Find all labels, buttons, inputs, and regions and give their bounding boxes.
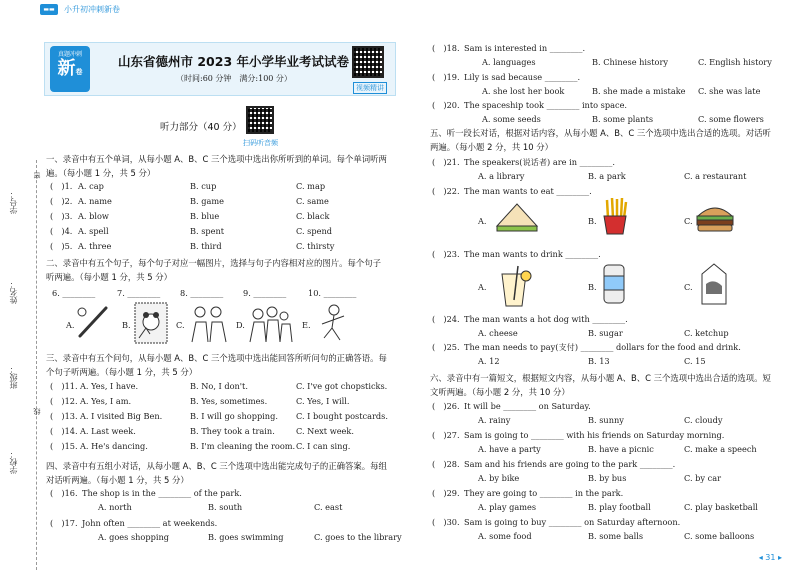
option-a: A. cap	[78, 181, 104, 191]
blank-9[interactable]: 9. ________	[243, 288, 287, 298]
option-a: A. play games	[478, 502, 537, 512]
option-a: A. cheese	[478, 328, 518, 338]
family-photo-image	[246, 302, 294, 344]
option-b: B. blue	[190, 211, 220, 221]
option-b: B.	[588, 216, 597, 226]
option-b: B. They took a train.	[190, 426, 275, 436]
question-number[interactable]: ( )26.	[432, 401, 460, 411]
option-c: C. I can sing.	[296, 441, 351, 451]
option-a: A. Yes, I have.	[80, 381, 139, 391]
option-c: C. Yes, I will.	[296, 396, 350, 406]
seal-mark-2: 线	[33, 408, 41, 415]
option-a: A. north	[98, 502, 132, 512]
option-a: A. three	[78, 241, 112, 251]
option-a: A. some food	[478, 531, 532, 541]
section-4-instruction: 四、录音中有五组小对话，从每小题 A、B、C 三个选项中选出能完成句子的正确答案。每组	[46, 461, 387, 471]
option-a: A. goes shopping	[98, 532, 169, 542]
option-b: B. some plants	[592, 114, 654, 124]
question-number[interactable]: ( )2.	[50, 196, 73, 206]
pic-label-b: B.	[122, 320, 131, 330]
top-bar	[0, 0, 800, 22]
option-b: B. cup	[190, 181, 217, 191]
question-number[interactable]: ( )27.	[432, 430, 460, 440]
option-b: B. sunny	[588, 415, 624, 425]
option-b: B. Chinese history	[592, 57, 668, 67]
option-c: C. Next week.	[296, 426, 354, 436]
french-fries-image	[598, 196, 632, 236]
option-c: C. thirsty	[296, 241, 335, 251]
boy-running-image	[312, 302, 352, 344]
option-a: A.	[478, 216, 487, 226]
sandwich-image	[494, 200, 540, 234]
option-c: C. some flowers	[698, 114, 764, 124]
section-5-instruction: 五、听一段长对话，根据对话内容，从每小题 A、B、C 三个选项中选出合适的选项。对话听	[430, 128, 771, 138]
option-c: C. ketchup	[684, 328, 729, 338]
option-b: B. 13	[588, 356, 610, 366]
option-b: B. I will go shopping.	[190, 411, 278, 421]
question-stem: The man wants a hot dog with ________.	[464, 314, 628, 324]
section-1-instruction: 一、录音中有五个单词，从每小题 A、B、C 三个选项中选出你所听到的单词。每个单词听两	[46, 154, 387, 164]
option-c: C. she was late	[698, 86, 761, 96]
option-c: C.	[684, 216, 693, 226]
question-stem: Lily is sad because ________.	[464, 72, 581, 82]
option-c: C. by car	[684, 473, 722, 483]
option-c: C. cloudy	[684, 415, 723, 425]
question-number[interactable]: ( )12.	[50, 396, 78, 406]
option-b: B. spent	[190, 226, 225, 236]
gutter-student-id: 学号：	[9, 190, 18, 214]
question-stem: Sam is interested in ________.	[464, 43, 586, 53]
section-3-instruction-2: 个句子听两遍。（每小题 1 分，共 5 分）	[46, 367, 198, 377]
section-4-instruction-2: 对话听两遍。（每小题 1 分，共 5 分）	[46, 475, 189, 485]
hamburger-image	[694, 200, 736, 234]
pic-label-d: D.	[236, 320, 245, 330]
option-c: C. I've got chopsticks.	[296, 381, 388, 391]
option-b: B. play football	[588, 502, 651, 512]
option-b: B. have a picnic	[588, 444, 654, 454]
question-stem: They are going to ________ in the park.	[464, 488, 624, 498]
question-stem: The speakers(说话者) are in ________.	[464, 157, 615, 167]
question-number[interactable]: ( )11.	[50, 381, 78, 391]
section-1-instruction-2: 遍。（每小题 1 分，共 5 分）	[46, 168, 156, 178]
option-a: A. blow	[78, 211, 109, 221]
option-c: C.	[684, 282, 693, 292]
option-b: B. No, I don't.	[190, 381, 248, 391]
qr-caption-audio: 扫码听音频	[243, 139, 278, 147]
question-stem: The spaceship took ________ into space.	[464, 100, 628, 110]
option-b: B. sugar	[588, 328, 623, 338]
option-a: A. spell	[78, 226, 109, 236]
question-stem: It will be ________ on Saturday.	[464, 401, 591, 411]
pic-label-a: A.	[66, 320, 75, 330]
blank-7[interactable]: 7. ________	[117, 288, 161, 298]
section-6-instruction: 六、录音中有一篇短文，根据短文内容，从每小题 A、B、C 三个选项中选出合适的选项。短	[430, 373, 771, 383]
question-number[interactable]: ( )17.	[50, 518, 78, 528]
option-a: A. have a party	[478, 444, 541, 454]
binding-line	[36, 160, 37, 570]
option-a: A.	[478, 282, 487, 292]
question-stem: The man needs to pay(支付) ________ dollars for the food and drink.	[464, 342, 741, 352]
option-a: A. she lost her book	[482, 86, 565, 96]
option-b: B. game	[190, 196, 224, 206]
option-b: B. by bus	[588, 473, 627, 483]
qr-caption-video: 视频精讲	[353, 82, 387, 94]
option-c: C. some balloons	[684, 531, 755, 541]
seal-mark-1: 密	[33, 172, 41, 179]
question-number[interactable]: ( )19.	[432, 72, 460, 82]
gutter-class: 班级：	[9, 365, 18, 389]
question-number[interactable]: ( )16.	[50, 488, 78, 498]
section-2-instruction-2: 听两遍。（每小题 1 分，共 5 分）	[46, 272, 172, 282]
blank-6[interactable]: 6. ________	[52, 288, 96, 298]
question-number[interactable]: ( )23.	[432, 249, 460, 259]
option-a: A. 12	[478, 356, 500, 366]
option-c: C. goes to the library	[314, 532, 402, 542]
option-b: B. she made a mistake	[592, 86, 686, 96]
gutter-school: 学校：	[9, 450, 18, 474]
option-b: B. Yes, sometimes.	[190, 396, 268, 406]
option-c: C. play basketball	[684, 502, 758, 512]
blank-10[interactable]: 10. ________	[308, 288, 357, 298]
pic-label-c: C.	[176, 320, 185, 330]
option-c: C. east	[314, 502, 343, 512]
option-c: C. I bought postcards.	[296, 411, 388, 421]
option-b: B.	[588, 282, 597, 292]
series-title: 小升初冲刺新卷	[64, 5, 120, 14]
option-a: A. by bike	[478, 473, 520, 483]
juice-glass-image	[494, 264, 534, 308]
baseball-bat-image	[74, 304, 110, 340]
question-number[interactable]: ( )15.	[50, 441, 78, 451]
question-stem: The man wants to eat ________.	[464, 186, 592, 196]
option-a: A. a library	[478, 171, 525, 181]
section-6-instruction-2: 文听两遍。（每小题 2 分，共 10 分）	[430, 387, 570, 397]
question-number[interactable]: ( )20.	[432, 100, 460, 110]
option-c: C. spend	[296, 226, 332, 236]
option-a: A. Last week.	[80, 426, 136, 436]
question-number[interactable]: ( )24.	[432, 314, 460, 324]
question-stem: Sam is going to ________ with his friends on Saturday morning.	[464, 430, 725, 440]
option-a: A. rainy	[478, 415, 511, 425]
series-tag: ▬▬	[40, 4, 58, 15]
option-c: C. English history	[698, 57, 772, 67]
option-c: C. black	[296, 211, 330, 221]
option-b: B. goes swimming	[208, 532, 284, 542]
qr-code-audio[interactable]	[246, 106, 274, 134]
question-number[interactable]: ( )22.	[432, 186, 460, 196]
listening-title: 听力部分（40 分）	[160, 122, 242, 133]
question-number[interactable]: ( )14.	[50, 426, 78, 436]
milk-carton-image	[696, 262, 732, 306]
soda-can-image	[600, 262, 628, 306]
option-b: B. a park	[588, 171, 626, 181]
question-number[interactable]: ( )1.	[50, 181, 73, 191]
question-stem: Sam is going to buy ________ on Saturday afternoon.	[464, 517, 681, 527]
question-number[interactable]: ( )29.	[432, 488, 460, 498]
option-a: A. Yes, I am.	[80, 396, 132, 406]
page-number: ◂ 31 ▸	[758, 553, 782, 562]
pic-label-e: E.	[302, 320, 311, 330]
option-a: A. He's dancing.	[80, 441, 148, 451]
option-a: A. some seeds	[482, 114, 541, 124]
option-c: C. 15	[684, 356, 706, 366]
question-stem: The shop is in the ________ of the park.	[82, 488, 242, 498]
question-number[interactable]: ( )3.	[50, 211, 73, 221]
option-a: A. name	[78, 196, 112, 206]
qr-code-video[interactable]	[352, 46, 384, 78]
question-stem: Sam and his friends are going to the park ________.	[464, 459, 676, 469]
option-c: C. same	[296, 196, 329, 206]
section-5-instruction-2: 两遍。（每小题 2 分，共 10 分）	[430, 142, 553, 152]
option-c: C. a restaurant	[684, 171, 747, 181]
gutter-name: 姓名：	[9, 280, 18, 304]
exam-title: 山东省德州市 2023 年小学毕业考试试卷	[118, 54, 349, 69]
option-c: C. map	[296, 181, 326, 191]
question-number[interactable]: ( )28.	[432, 459, 460, 469]
section-2-instruction: 二、录音中有五个句子，每个句子对应一幅图片，选择与句子内容相对应的图片。每个句子	[46, 258, 381, 268]
question-number[interactable]: ( )13.	[50, 411, 78, 421]
option-c: C. make a speech	[684, 444, 757, 454]
exam-subtitle: （时间:60 分钟 满分:100 分）	[176, 74, 292, 83]
question-number[interactable]: ( )4.	[50, 226, 73, 236]
option-b: B. I'm cleaning the room.	[190, 441, 296, 451]
question-stem: John often ________ at weekends.	[82, 518, 218, 528]
question-stem: The man wants to drink ________.	[464, 249, 601, 259]
option-a: A. I visited Big Ben.	[80, 411, 163, 421]
new-paper-badge: 真题冲刺 新卷	[50, 46, 90, 92]
option-b: B. some balls	[588, 531, 644, 541]
question-number[interactable]: ( )25.	[432, 342, 460, 352]
option-b: B. third	[190, 241, 222, 251]
question-number[interactable]: ( )18.	[432, 43, 460, 53]
option-b: B. south	[208, 502, 243, 512]
section-3-instruction: 三、录音中有五个问句，从每小题 A、B、C 三个选项中选出能回答所听问句的正确答语。每	[46, 353, 387, 363]
blank-8[interactable]: 8. ________	[180, 288, 224, 298]
question-number[interactable]: ( )5.	[50, 241, 73, 251]
reading-people-image	[186, 302, 230, 344]
panda-stamp-image	[134, 302, 168, 344]
question-number[interactable]: ( )30.	[432, 517, 460, 527]
question-number[interactable]: ( )21.	[432, 157, 460, 167]
option-a: A. languages	[482, 57, 536, 67]
